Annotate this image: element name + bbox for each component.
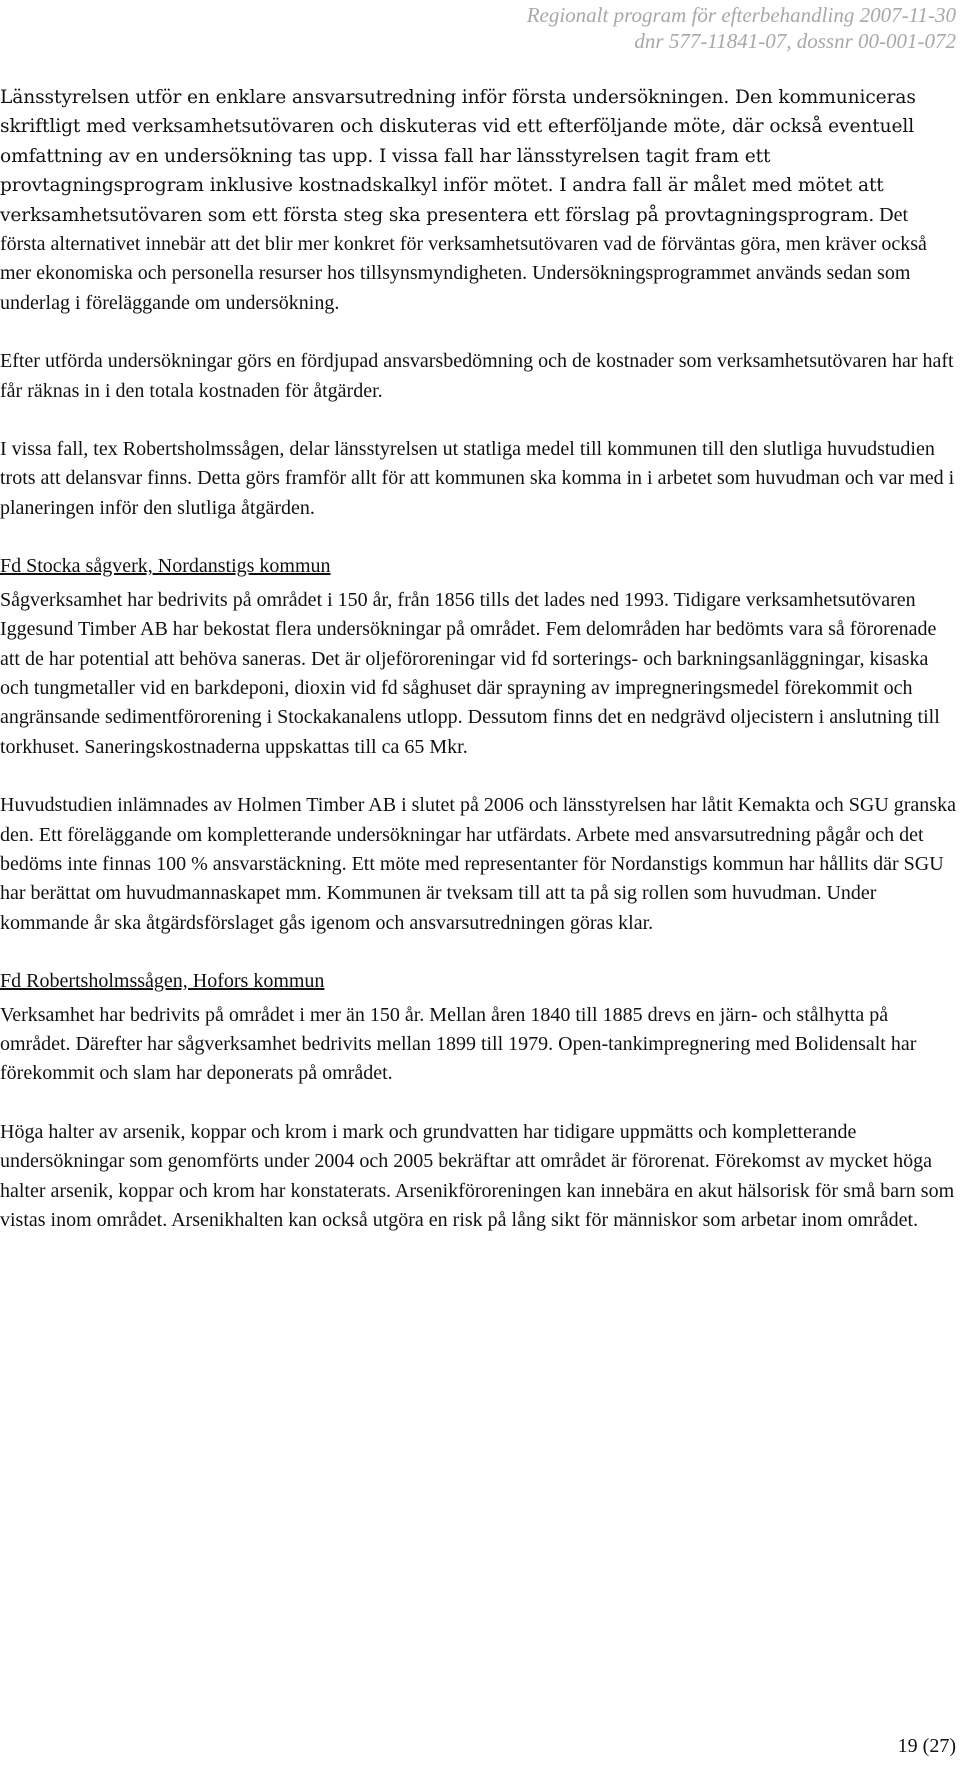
intro-paragraph-part1: Länsstyrelsen utför en enklare ansvarsutredning inför första undersökningen. Den kommuniceras skriftligt med verksamhetsutövaren och diskuteras vid ett efterföljande möte, där också eventuell omfattning av en undersökning tas upp. I vissa fall har länsstyrelsen tagit fram ett provtagningsprogram inklusive kostnadskalkyl inför mötet. I andra fall är målet med mötet att verksamhetsutövaren som ett första steg ska presentera ett förslag på provtagningsprogram. — [0, 87, 916, 226]
after-investigation-paragraph: Efter utförda undersökningar görs en fördjupad ansvarsbedömning och de kostnader som verksamhetsutövaren har haft får räknas in i den totala kostnaden för åtgärder. — [0, 350, 954, 402]
page-header — [256, 2, 956, 54]
stocka-paragraph-study: Huvudstudien inlämnades av Holmen Timber AB i slutet på 2006 och länsstyrelsen har låtit Kemakta och SGU granska den. Ett föreläggande om kompletterande undersökningar har utfärdats. Arbete med ansvarsutredning pågår och det bedöms inte finnas 100 % ansvarstäckning. Ett möte med representanter för Nordanstigs kommun har hållits där SGU har berättat om huvudmannaskapet mm. Kommunen är tveksam till att ta på sig rollen som huvudman. Under kommande år ska åtgärdsförslaget gås igenom och ansvarsutredningen göras klar. — [0, 794, 956, 934]
state-funds-paragraph: I vissa fall, tex Robertsholmssågen, delar länsstyrelsen ut statliga medel till kommunen till den slutliga huvudstudien trots att delansvar finns. Detta görs framför allt för att kommunen ska komma in i arbetet som huvudman och var med i planeringen inför den slutliga åtgärden. — [0, 438, 955, 519]
intro-paragraph — [0, 83, 956, 318]
document-body — [0, 83, 956, 1235]
header-reference-numbers: dnr 577-11841-07, dossnr 00-001-072 — [634, 29, 956, 53]
section-heading-robertsholm: Fd Robertsholmssågen, Hofors kommun — [0, 970, 325, 993]
page-number: 19 (27) — [897, 1735, 956, 1757]
stocka-paragraph-history: Sågverksamhet har bedrivits på området i 150 år, från 1856 tills det lades ned 1993. Tidigare verksamhetsutövaren Iggesund Timber AB har bekostat flera undersökningar på området. Fem delområden har bedömts vara så förorenade att de har potential att behöva saneras. Det är oljeföroreningar vid fd sorterings- och barkningsanläggningar, kisaska och tungmetaller vid en barkdeponi, dioxin vid fd såghuset där sprayning av impregneringsmedel förekommit och angränsande sedimentförorening i Stockakanalens utlopp. Dessutom finns det en nedgrävd oljecistern i anslutning till torkhuset. Saneringskostnaderna uppskattas till ca 65 Mkr. — [0, 588, 940, 758]
header-program-title: Regionalt program för efterbehandling 2007-11-30 — [526, 3, 956, 27]
robertsholm-paragraph-contamination: Höga halter av arsenik, koppar och krom i mark och grundvatten har tidigare uppmätts och kompletterande undersökningar som genomförts under 2004 och 2005 bekräftar att området är förorenat. Förekomst av mycket höga halter arsenik, koppar och krom har konstaterats. Arsenikföroreningen kan innebära en akut hälsorisk för små barn som vistas inom området. Arsenikhalten kan också utgöra en risk på lång sikt för människor som arbetar inom området. — [0, 1120, 955, 1231]
section-heading-stocka: Fd Stocka sågverk, Nordanstigs kommun — [0, 555, 331, 578]
robertsholm-paragraph-history: Verksamhet har bedrivits på området i mer än 150 år. Mellan åren 1840 till 1885 drevs en järn- och stålhytta på området. Därefter har sågverksamhet bedrivits mellan 1899 till 1979. Open-tankimpregnering med Bolidensalt har förekommit och slam har deponerats på området. — [0, 1003, 917, 1085]
intro-paragraph-part2: Det första alternativet innebär att det blir mer konkret för verksamhetsutövaren vad de förväntas göra, men kräver också mer ekonomiska och personella resurser hos tillsynsmyndigheten. Undersökningsprogrammet används sedan som underlag i föreläggande om undersökning. — [0, 203, 927, 314]
